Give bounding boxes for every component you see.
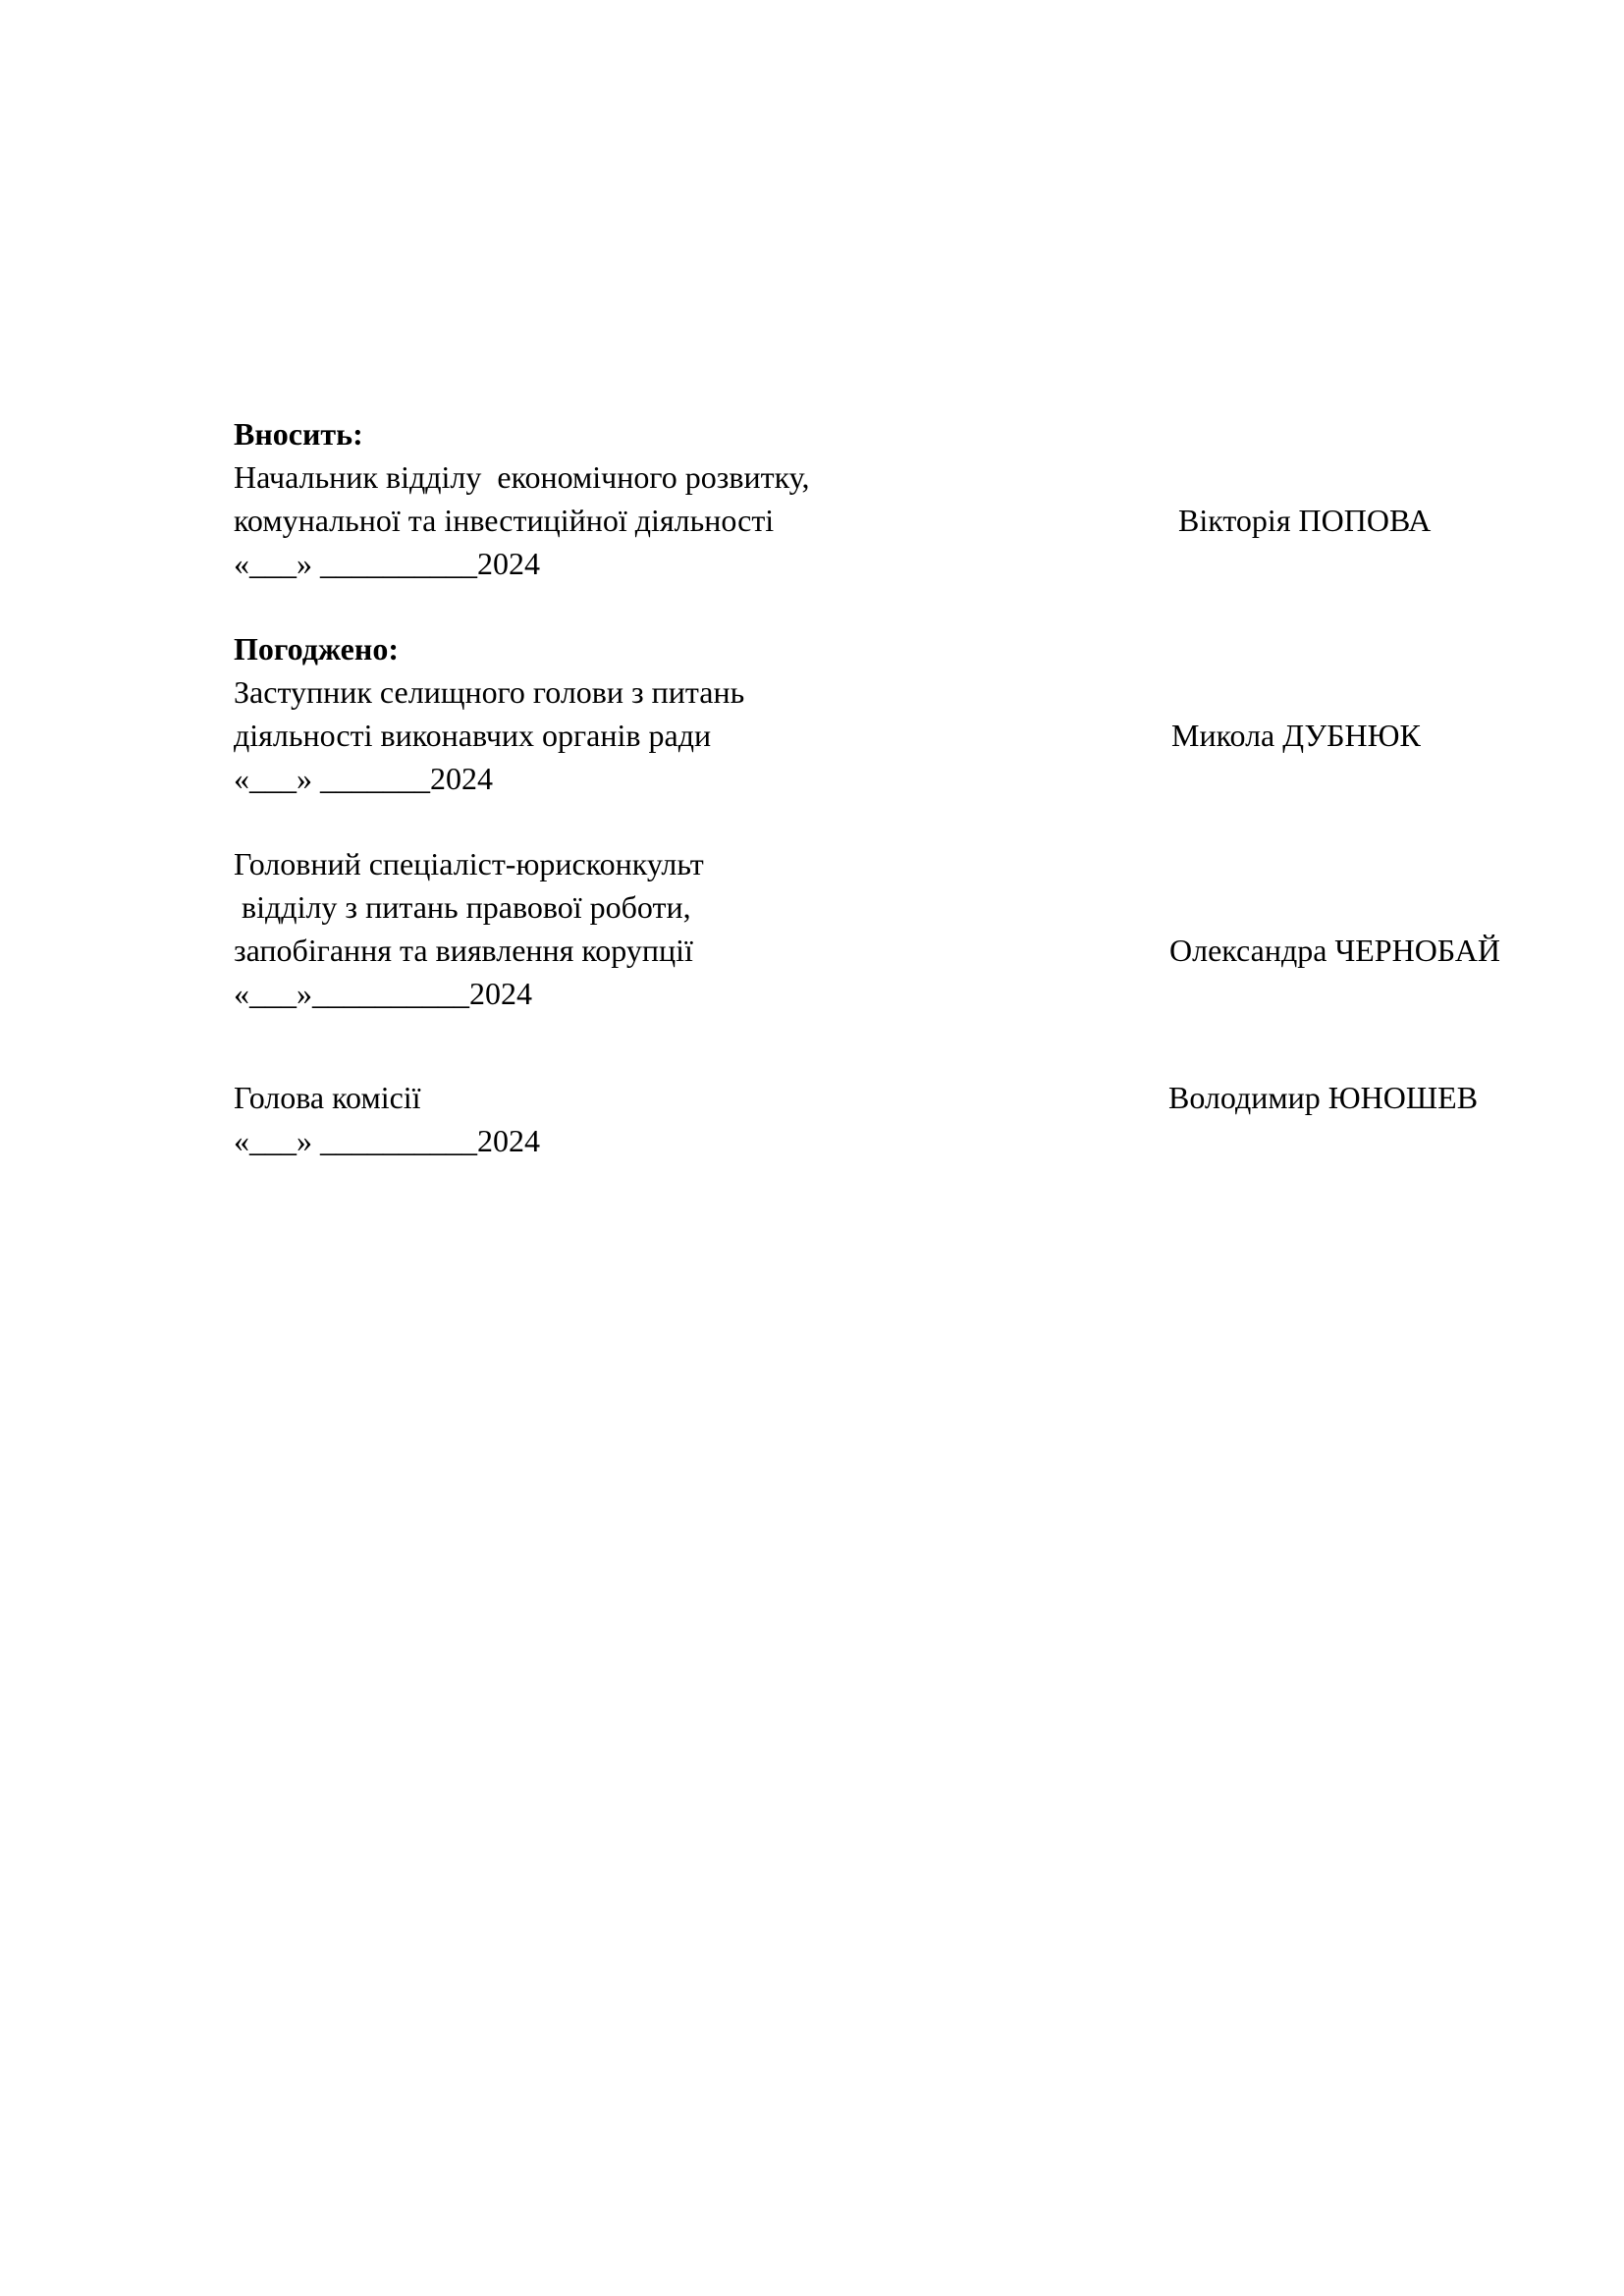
agreed-entry-2-line-1: Головний спеціаліст-юрисконкульт [234, 846, 704, 881]
introduced-position-line-2: комунальної та інвестиційної діяльності [234, 503, 775, 538]
agreed-heading: Погоджено: [234, 631, 399, 667]
introduced-position-line-1: Начальник відділу економічного розвитку, [234, 459, 810, 495]
agreed-entry-1-line-1: Заступник селищного голови з питань [234, 674, 745, 710]
agreed-entry-1-name: Микола ДУБНЮК [1171, 718, 1421, 753]
agreed-entry-2-name: Олександра ЧЕРНОБАЙ [1169, 933, 1500, 968]
introduced-signatory-name: Вікторія ПОПОВА [1178, 503, 1432, 538]
agreed-entry-2-line-2: відділу з питань правової роботи, [234, 889, 691, 925]
agreed-entry-1-date: «___» _______2024 [234, 761, 493, 796]
agreed-entry-2-line-3: запобігання та виявлення корупції [234, 933, 693, 968]
agreed-entry-1-line-2: діяльності виконавчих органів ради [234, 718, 712, 753]
agreed-entry-3-line-1: Голова комісії [234, 1080, 421, 1115]
agreed-entry-3-date: «___» __________2024 [234, 1123, 540, 1158]
agreed-entry-2-date: «___»__________2024 [234, 976, 532, 1011]
introduced-heading: Вносить: [234, 416, 363, 452]
introduced-date: «___» __________2024 [234, 546, 540, 581]
agreed-entry-3-name: Володимир ЮНОШЕВ [1168, 1080, 1479, 1115]
